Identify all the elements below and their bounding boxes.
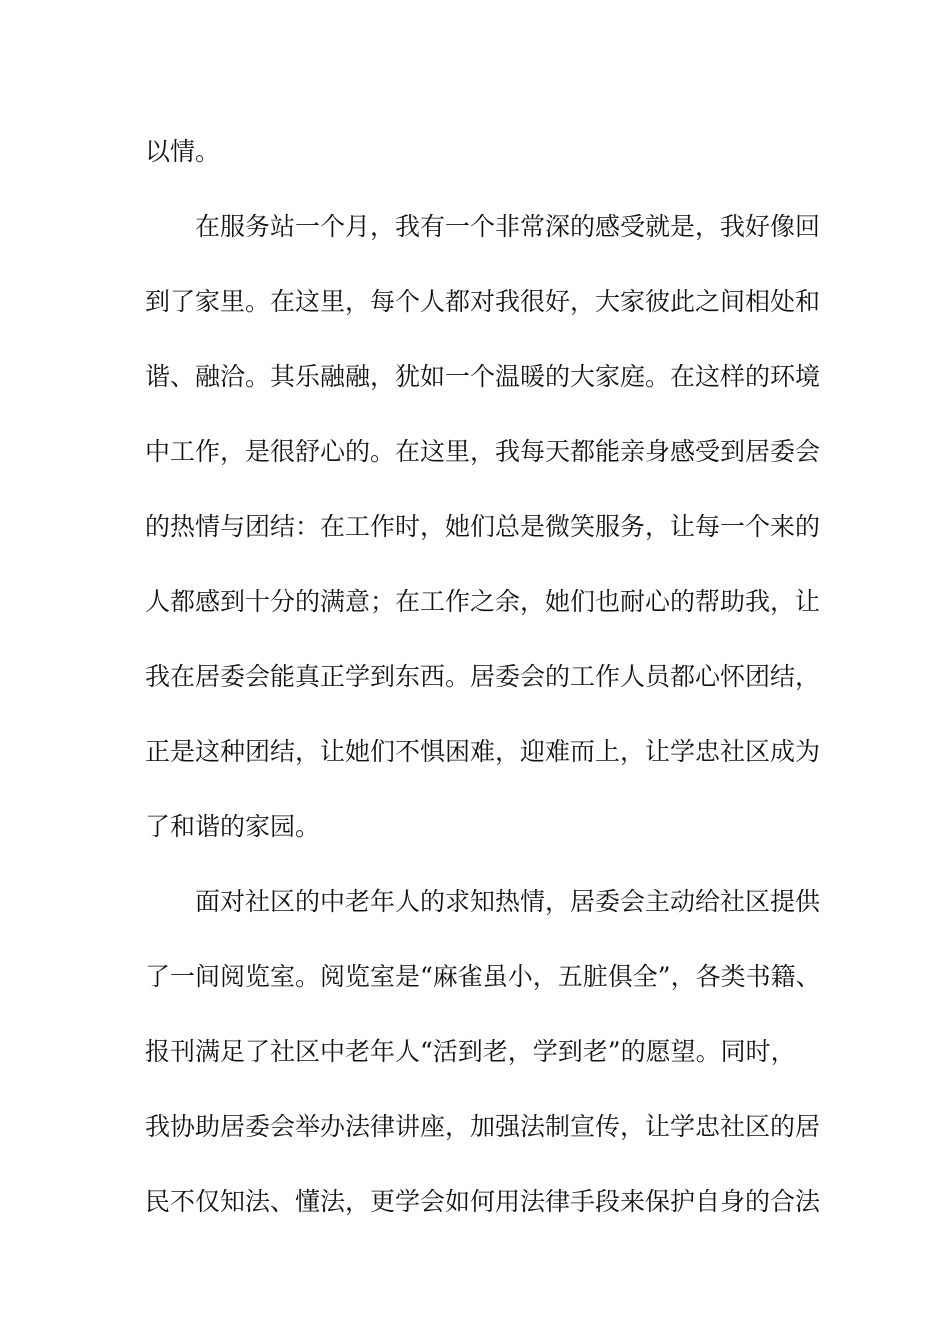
text-line: 在服务站一个月，我有一个非常深的感受就是，我好像回 [195,212,821,241]
text-line: 了一间阅览室。阅览室是“麻雀虽小，五脏俱全”，各类书籍、 [145,962,821,991]
document-body [145,127,825,1252]
text-line: 民不仅知法、懂法，更学会如何用法律手段来保护自身的合法 [145,1187,821,1216]
text-line: 我在居委会能真正学到东西。居委会的工作人员都心怀团结， [145,662,821,691]
text-line: 我协助居委会举办法律讲座，加强法制宣传，让学忠社区的居 [145,1112,821,1141]
text-line: 面对社区的中老年人的求知热情，居委会主动给社区提供 [195,887,821,916]
text-line: 人都感到十分的满意；在工作之余，她们也耐心的帮助我，让 [145,587,821,616]
text-line: 正是这种团结，让她们不惧困难，迎难而上，让学忠社区成为 [145,737,821,766]
text-line: 到了家里。在这里，每个人都对我很好，大家彼此之间相处和 [145,287,821,316]
text-line: 谐、融洽。其乐融融，犹如一个温暖的大家庭。在这样的环境 [145,362,821,391]
text-line: 报刊满足了社区中老年人“活到老，学到老”的愿望。同时， [145,1037,796,1066]
text-line: 以情。 [145,137,221,166]
text-line: 中工作，是很舒心的。在这里，我每天都能亲身感受到居委会 [145,437,821,466]
text-line: 了和谐的家园。 [145,812,321,841]
text-line: 的热情与团结：在工作时，她们总是微笑服务，让每一个来的 [145,512,821,541]
